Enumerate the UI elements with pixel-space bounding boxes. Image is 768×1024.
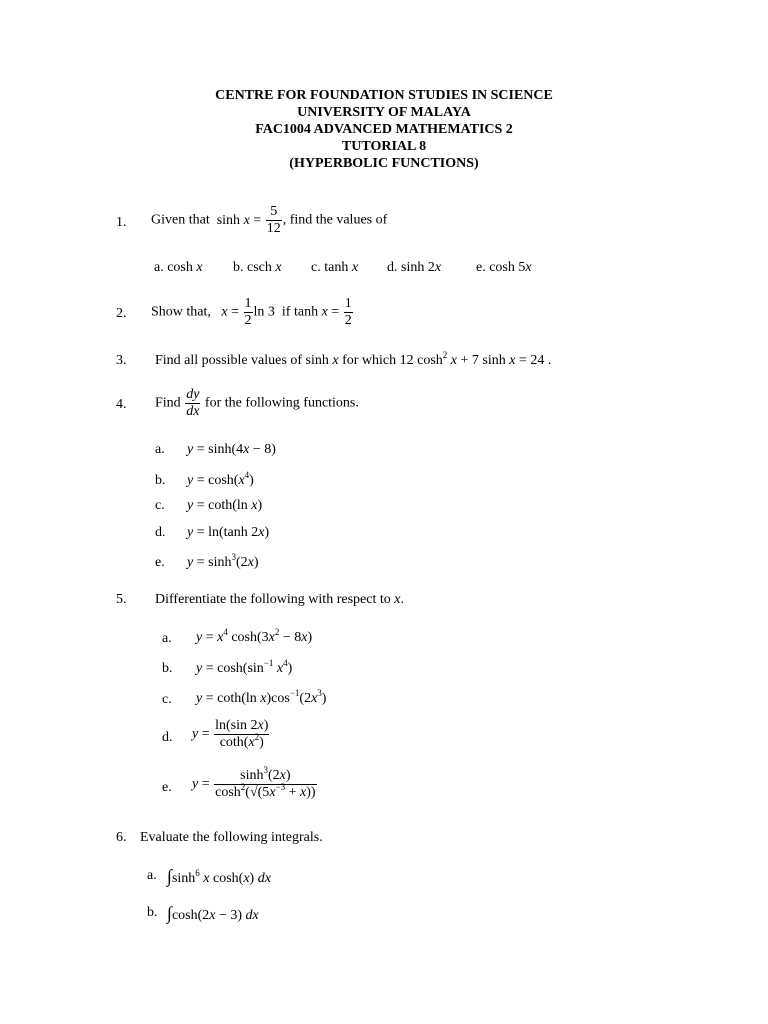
q1-part-a: a. cosh x xyxy=(154,260,203,275)
q1-statement xyxy=(151,204,387,237)
q4-label-a: a. xyxy=(155,442,165,457)
q1-math: sinh x = $\frac{5}{12}$ xyxy=(216,204,281,236)
q2-if: if xyxy=(281,304,291,320)
q5-label-a: a. xyxy=(162,631,172,646)
q3-statement: Find all possible values of sinh x for which 12 $\cosh^2 x + 7$ sinh x = 24 . xyxy=(155,350,552,368)
q5-number: 5. xyxy=(116,592,127,607)
q5-label-b: b. xyxy=(162,661,173,676)
q1-number: 1. xyxy=(116,215,127,230)
course-title: FAC1004 ADVANCED MATHEMATICS 2 xyxy=(255,122,513,137)
document-header xyxy=(0,87,768,172)
q1-text-before: Given that xyxy=(151,212,210,228)
q5-expr-a: $y = x^4$ $\cosh(3x^2 - 8x)$ xyxy=(196,627,313,645)
q4-label-e: e. xyxy=(155,555,165,570)
q3-number: 3. xyxy=(116,353,127,368)
q4-expr-a: y = sinh(4x − 8) xyxy=(187,442,276,457)
q4-expr-c: y = coth(ln x) xyxy=(187,498,263,513)
q2-text: Show that, xyxy=(151,304,211,320)
q4-statement: Find $\frac{dy}{dx}$ for the following functions. xyxy=(155,387,359,419)
q5-label-c: c. xyxy=(162,692,172,707)
q5-expr-b: $y = \cosh(\sin^{-1}$ $x^4$) xyxy=(196,658,293,676)
q6-label-a: a. xyxy=(147,868,157,883)
q1-part-b: b. csch x xyxy=(233,260,282,275)
tutorial-title: TUTORIAL 8 xyxy=(341,139,427,154)
institution-title: CENTRE FOR FOUNDATION STUDIES IN SCIENCE xyxy=(215,88,553,103)
university-title: UNIVERSITY OF MALAYA xyxy=(297,105,471,120)
q5-expr-e: y = $\frac{\sinh^3(2x)}{\cosh^2(√(5x^{-3} + x))}$ xyxy=(192,765,316,800)
q4-label-d: d. xyxy=(155,525,166,540)
q5-label-e: e. xyxy=(162,780,172,795)
q6-number: 6. xyxy=(116,830,127,845)
q6-expr-a: $\int\sinh^6$ x cosh(x) dx xyxy=(167,866,271,886)
q4-expr-d: y = ln(tanh 2x) xyxy=(187,525,270,540)
topic-title: (HYPERBOLIC FUNCTIONS) xyxy=(289,156,479,171)
q5-expr-d: y = $\frac{\ln(\sin 2x)}{\cot h(x^2)}$ xyxy=(192,718,269,750)
q4-label-c: c. xyxy=(155,498,165,513)
q4-label-b: b. xyxy=(155,473,166,488)
q4-expr-b: $y = \cosh(x^4)$ xyxy=(187,470,254,488)
q2-statement: Show that, x = $\frac{1}{2}$ ln 3 if tanh x = $\frac{1}{2}$ xyxy=(151,296,352,328)
q4-expr-e: $y = \sinh^3(2x)$ xyxy=(187,552,259,570)
q1-part-e: e. cosh 5x xyxy=(476,260,532,275)
q6-label-b: b. xyxy=(147,905,158,920)
q2-number: 2. xyxy=(116,306,127,321)
q1-part-d: d. sinh 2x xyxy=(387,260,442,275)
q1-part-c: c. tanh x xyxy=(311,260,359,275)
q1-text-after: , find the values of xyxy=(282,212,388,228)
q4-number: 4. xyxy=(116,397,127,412)
q5-expr-c: y = coth(ln $x)\cos^{-1}(2x^3)$ xyxy=(196,688,327,706)
q6-expr-b: ∫cosh(2x − 3) dx xyxy=(167,903,259,923)
q6-statement: Evaluate the following integrals. xyxy=(140,830,323,845)
q5-label-d: d. xyxy=(162,730,173,745)
q5-statement: Differentiate the following with respect to x. xyxy=(155,592,404,607)
